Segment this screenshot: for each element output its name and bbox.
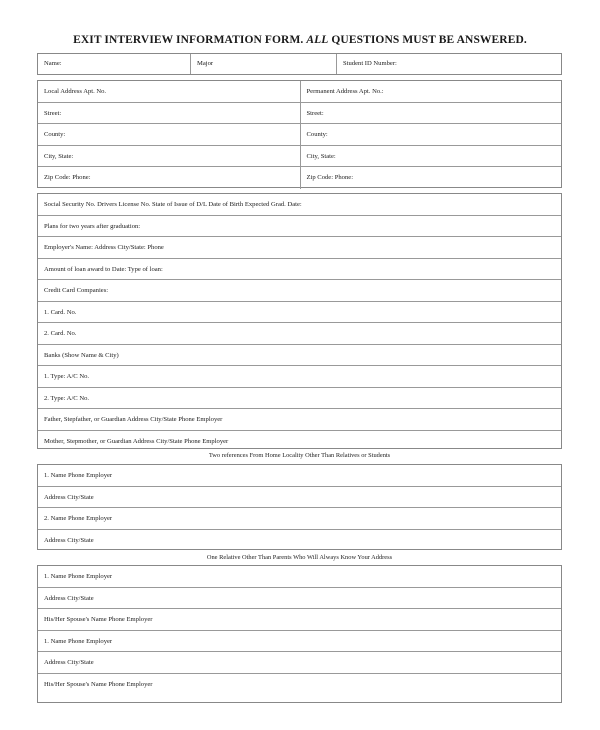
permanent-address-row[interactable] [301, 81, 562, 103]
major-field[interactable] [190, 54, 336, 74]
title-rest: QUESTIONS MUST BE ANSWERED. [331, 34, 527, 46]
permanent-street-row[interactable] [301, 103, 562, 125]
local-address-column [38, 81, 300, 189]
references-box [37, 464, 562, 550]
reference-2-address-label: Address City/State [44, 536, 94, 544]
card-2-label: 2. Card. No. [44, 330, 77, 337]
major-label: Major [197, 60, 214, 67]
reference-1-address-row[interactable] [38, 487, 561, 509]
permanent-city-label: City, State: [306, 152, 336, 160]
reference-1-name-label: 1. Name Phone Employer [44, 472, 113, 479]
reference-2-name-row[interactable] [38, 508, 561, 530]
local-zip-row[interactable] [38, 167, 300, 189]
student-id-field[interactable] [336, 54, 561, 74]
card-1-row[interactable] [38, 302, 561, 324]
mother-label: Mother, Stepmother, or Guardian Address City/State Phone Employer [44, 437, 229, 445]
employer-row[interactable] [38, 237, 561, 259]
loan-label: Amount of loan award to Date: Type of loan: [44, 265, 163, 273]
reference-1-address-label: Address City/State [44, 493, 94, 501]
local-city-row[interactable] [38, 146, 300, 168]
student-id-label: Student ID Number: [343, 60, 397, 67]
bank-2-row[interactable] [38, 388, 561, 410]
father-label: Father, Stepfather, or Guardian Address City/State Phone Employer [44, 416, 223, 423]
relative-box [37, 565, 562, 703]
card-1-label: 1. Card. No. [44, 308, 77, 316]
permanent-address-column [300, 81, 562, 189]
relative-1-address-label: Address City/State [44, 594, 94, 602]
permanent-zip-row[interactable] [301, 167, 562, 189]
relative-2-name-row[interactable] [38, 631, 561, 653]
plans-label: Plans for two years after graduation: [44, 222, 141, 230]
name-major-id-box [37, 53, 562, 75]
card-2-row[interactable] [38, 323, 561, 345]
permanent-county-row[interactable] [301, 124, 562, 146]
reference-2-name-label: 2. Name Phone Employer [44, 515, 113, 522]
relative-2-name-label: 1. Name Phone Employer [44, 637, 113, 645]
title-emphasis: ALL [306, 34, 329, 46]
ssn-dl-dob-label: Social Security No. Drivers License No. State of Issue of D/L Date of Birth Expected Grad. Date: [44, 201, 302, 208]
local-street-label: Street: [44, 109, 62, 117]
local-city-label: City, State: [44, 152, 74, 160]
relative-2-spouse-label: His/Her Spouse's Name Phone Employer [44, 680, 153, 688]
reference-2-address-row[interactable] [38, 530, 561, 552]
banks-label: Banks (Show Name & City) [44, 351, 119, 359]
address-box [37, 80, 562, 188]
name-row [38, 54, 561, 74]
local-address-label: Local Address Apt. No. [44, 88, 107, 95]
address-grid [38, 81, 561, 189]
bank-1-row[interactable] [38, 366, 561, 388]
plans-row[interactable] [38, 216, 561, 238]
reference-1-name-row[interactable] [38, 465, 561, 487]
local-address-row[interactable] [38, 81, 300, 103]
relative-caption: One Relative Other Than Parents Who Will Always Know Your Address [206, 554, 393, 561]
banks-row[interactable] [38, 345, 561, 367]
local-county-row[interactable] [38, 124, 300, 146]
permanent-zip-label: Zip Code: Phone: [306, 174, 354, 181]
relative-1-spouse-row[interactable] [38, 609, 561, 631]
credit-card-companies-row[interactable] [38, 280, 561, 302]
loan-row[interactable] [38, 259, 561, 281]
relative-1-spouse-label: His/Her Spouse's Name Phone Employer [44, 616, 153, 623]
permanent-address-label: Permanent Address Apt. No.: [306, 88, 384, 95]
credit-card-companies-label: Credit Card Companies: [44, 287, 109, 294]
relative-2-spouse-row[interactable] [38, 674, 561, 696]
bank-2-label: 2. Type: A/C No. [44, 394, 90, 402]
local-zip-label: Zip Code: Phone: [44, 174, 91, 181]
local-county-label: County: [44, 131, 66, 138]
father-row[interactable] [38, 409, 561, 431]
permanent-city-row[interactable] [301, 146, 562, 168]
name-label: Name: [44, 60, 62, 67]
mother-row[interactable] [38, 431, 561, 453]
bank-1-label: 1. Type: A/C No. [44, 373, 90, 380]
details-box [37, 193, 562, 449]
local-street-row[interactable] [38, 103, 300, 125]
relative-2-address-label: Address City/State [44, 659, 94, 666]
relative-1-name-label: 1. Name Phone Employer [44, 573, 113, 580]
relative-2-address-row[interactable] [38, 652, 561, 674]
permanent-county-label: County: [306, 131, 328, 138]
name-field[interactable] [38, 54, 190, 74]
relative-1-address-row[interactable] [38, 588, 561, 610]
ssn-dl-dob-row[interactable] [38, 194, 561, 216]
permanent-street-label: Street: [306, 109, 324, 117]
title-main: EXIT INTERVIEW INFORMATION FORM. [73, 34, 304, 46]
employer-label: Employer's Name: Address City/State: Phone [44, 244, 164, 251]
relative-1-name-row[interactable] [38, 566, 561, 588]
form-title [0, 34, 600, 46]
references-caption: Two references From Home Locality Other Than Relatives or Students [208, 452, 391, 459]
